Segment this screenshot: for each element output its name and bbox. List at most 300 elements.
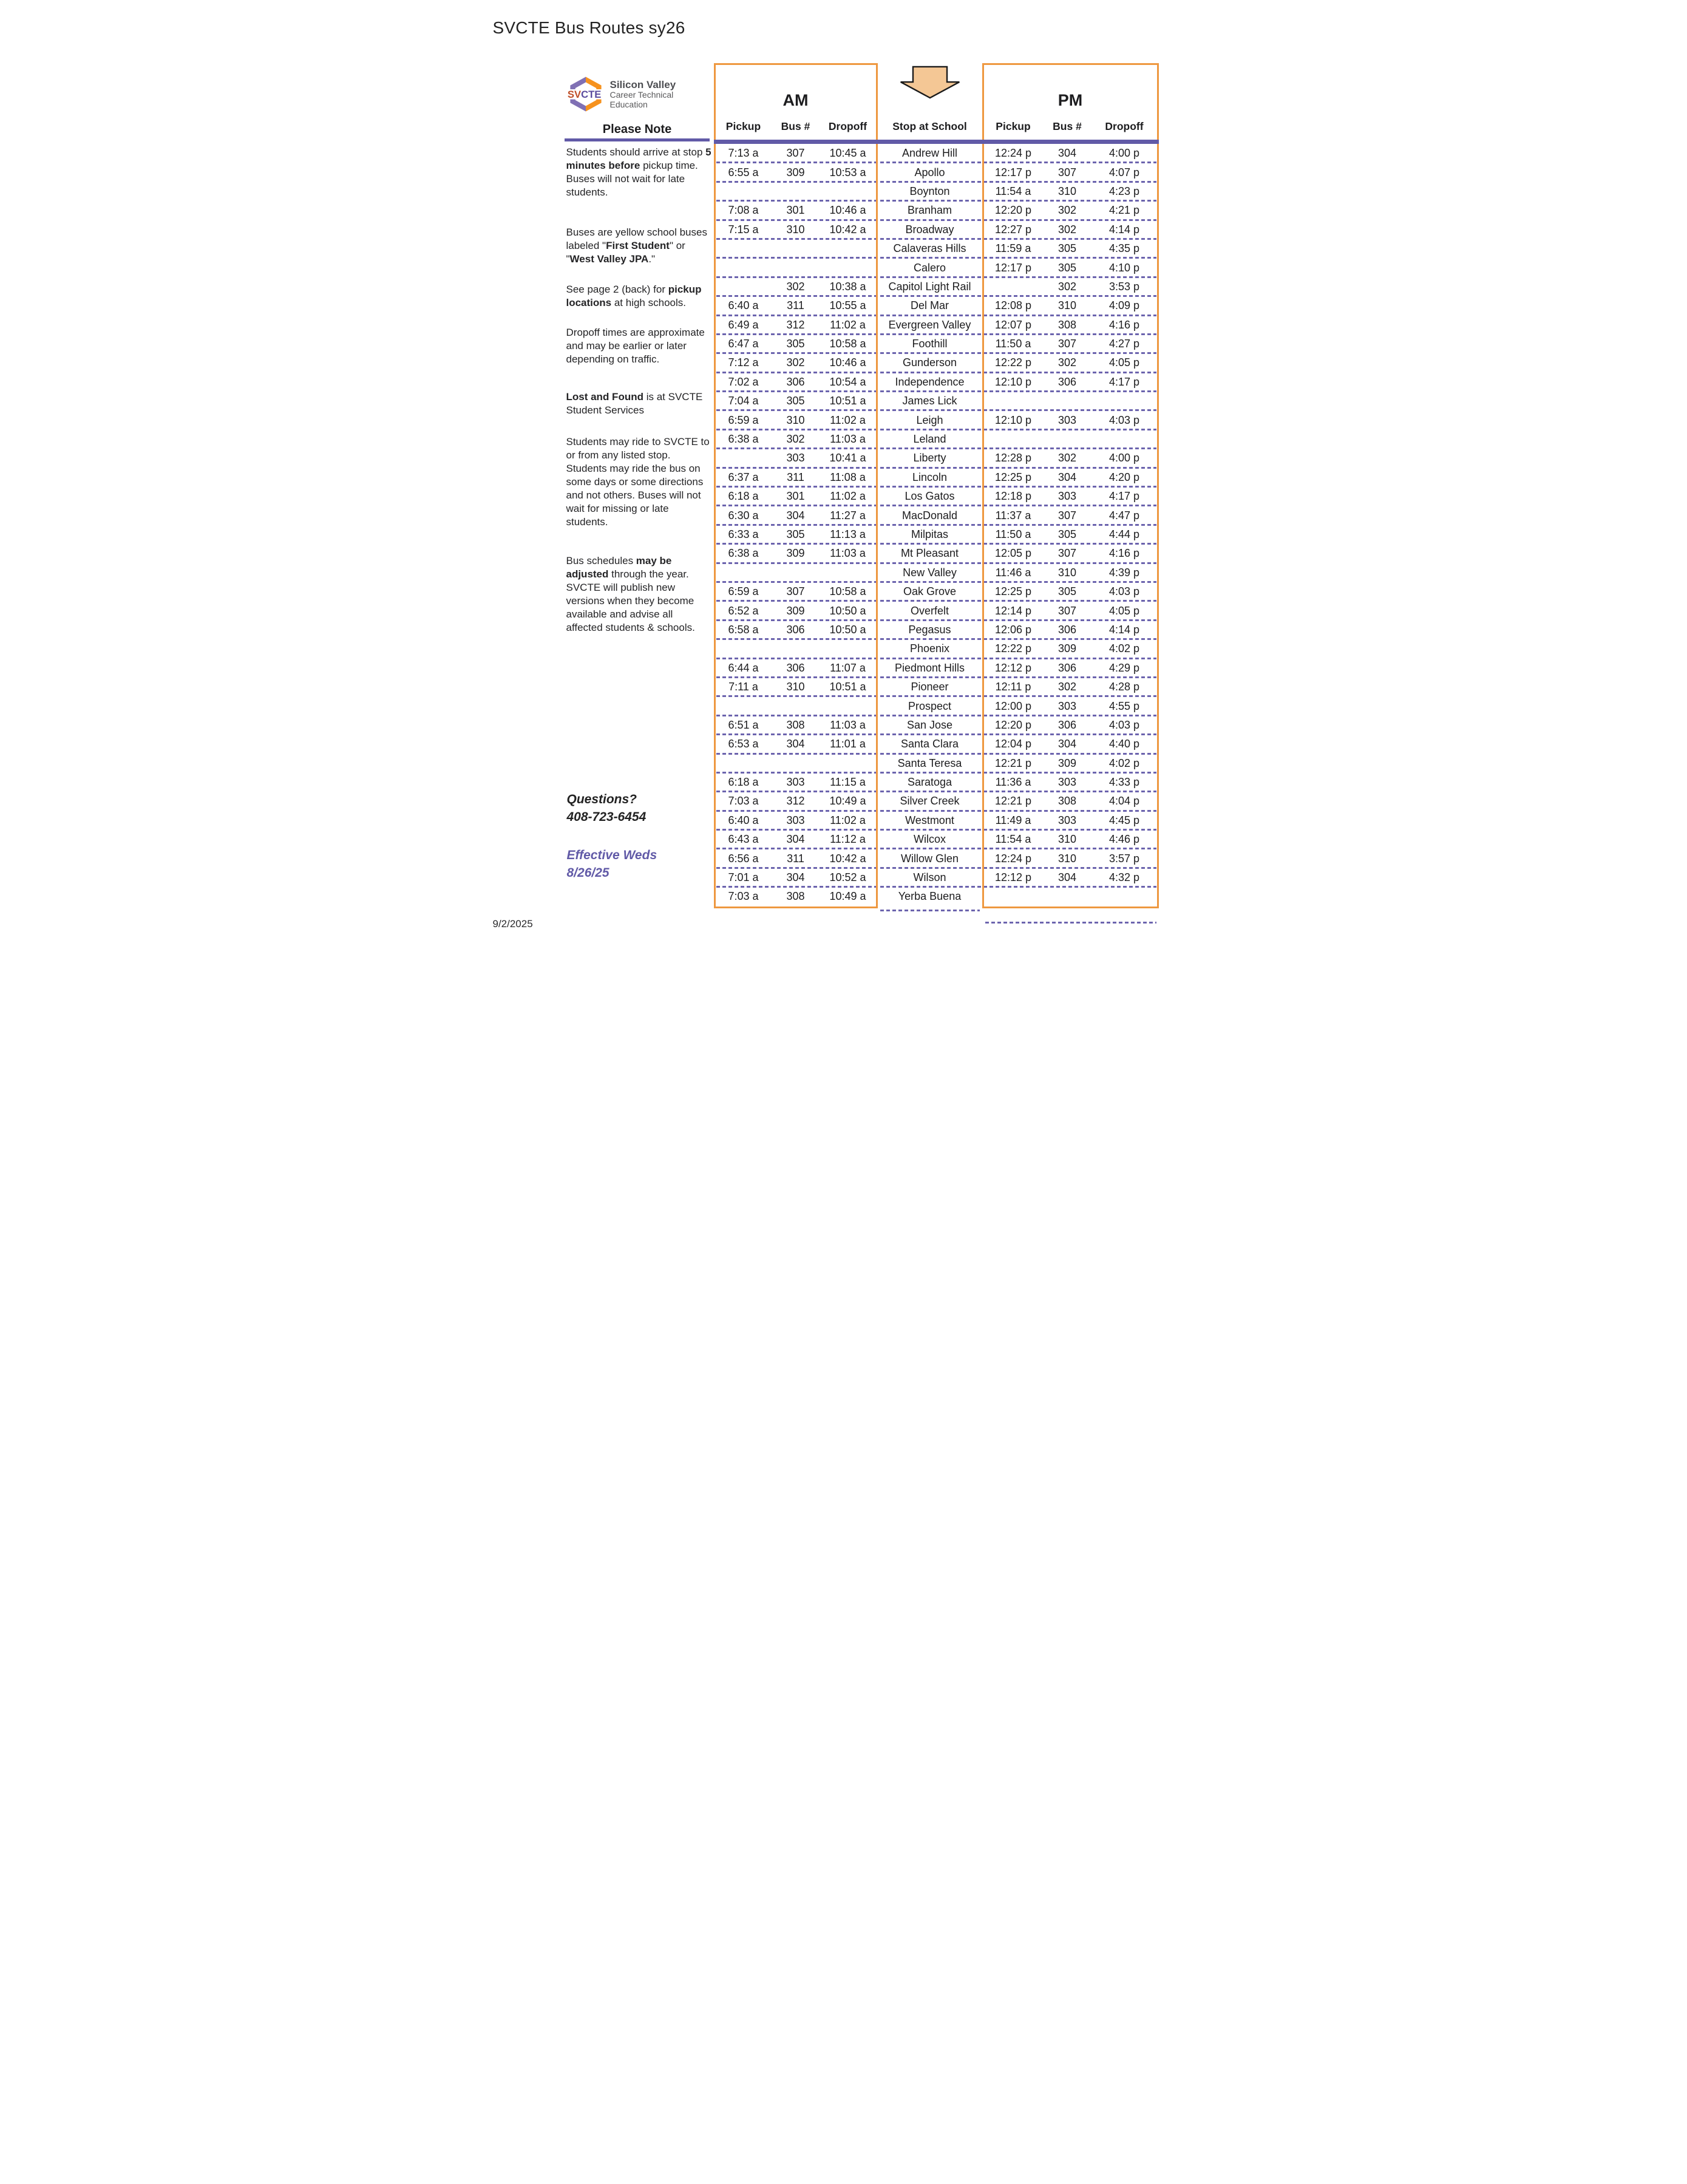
stop-name-cell: Boynton [909,185,950,197]
am-bus-cell: 305 [786,395,805,407]
pm-pickup-cell: 11:50 a [995,528,1031,540]
am-pickup-cell: 7:03 a [728,795,759,808]
am-bus-cell: 301 [786,490,805,503]
table-row [714,754,1159,773]
pm-dropoff-cell: 4:29 p [1108,661,1140,674]
am-pickup-cell: 7:01 a [728,871,759,884]
stop-name-cell: Santa Clara [900,738,959,750]
pm-column-tail-dots [985,922,1156,924]
pm-dropoff-cell: 4:02 p [1108,757,1140,769]
stop-name-cell: Capitol Light Rail [888,280,971,293]
pm-dropoff-cell: 4:10 p [1108,261,1140,274]
am-pickup-cell: 7:02 a [728,375,759,388]
am-bus-cell: 308 [786,718,805,731]
table-row [714,582,1159,601]
pm-bus-cell: 306 [1057,718,1077,731]
stop-column-tail-dots [880,910,980,911]
am-dropoff-cell [818,182,878,201]
stop-name-cell: Willow Glen [900,852,959,865]
pm-dropoff-cell: 4:33 p [1108,776,1140,789]
am-pickup-cell: 6:37 a [728,471,759,483]
logo-sv-letters: SV [567,89,581,101]
pm-bus-cell: 303 [1057,699,1077,712]
am-pickup-cell [714,563,773,582]
am-pickup-cell: 7:08 a [728,204,759,217]
am-dropoff-cell: 10:58 a [829,585,866,598]
am-bus-cell: 306 [786,623,805,636]
note-paragraph: Students may ride to SVCTE to or from any listed stop. Students may ride the bus on some days or some directions and not others. Buses will not wait for missing or late students. [566,436,710,528]
note-paragraph: See page 2 (back) for pickup locations at high schools. [566,284,702,308]
am-bus-cell: 307 [786,147,805,160]
am-dropoff-cell: 10:42 a [829,852,866,865]
am-bus-cell: 310 [786,681,805,693]
am-pickup-cell: 7:04 a [728,395,759,407]
pm-bus-cell: 308 [1057,795,1077,808]
table-row [714,487,1159,506]
stop-name-cell: Saratoga [907,776,952,789]
am-dropoff-cell: 11:12 a [830,833,866,846]
down-arrow-icon [878,65,982,100]
am-bus-cell: 311 [787,299,804,312]
am-pickup-cell [714,258,773,277]
pm-dropoff-cell: 4:55 p [1108,699,1140,712]
table-row [714,144,1159,163]
pm-dropoff-cell [1090,392,1159,410]
pm-bus-cell [1045,430,1090,449]
stop-name-cell: Silver Creek [900,795,960,808]
am-bus-cell: 311 [787,471,804,483]
pm-pickup-cell: 11:50 a [995,338,1031,350]
table-row [714,353,1159,372]
pm-pickup-cell: 12:24 p [994,147,1032,160]
table-row [714,258,1159,277]
am-pickup-cell: 6:55 a [728,166,759,179]
pm-bus-cell: 303 [1057,776,1077,789]
am-bus-cell [773,563,818,582]
table-row [714,830,1159,849]
table-row [714,296,1159,315]
pm-dropoff-cell: 4:00 p [1108,452,1140,464]
pm-pickup-cell: 12:14 p [994,604,1032,617]
stop-name-cell: Santa Teresa [897,757,962,769]
am-bus-cell: 306 [786,375,805,388]
pm-dropoff-cell: 4:03 p [1108,413,1140,426]
stop-name-cell: James Lick [902,395,957,407]
pm-pickup-cell: 12:18 p [994,490,1032,503]
am-dropoff-cell: 10:49 a [829,795,866,808]
am-bus-cell [773,754,818,773]
pm-pickup-cell [982,430,1045,449]
am-bus-cell: 303 [786,814,805,826]
pm-bus-cell [1045,392,1090,410]
am-bus-cell: 302 [786,433,805,446]
stop-name-cell: Branham [907,204,952,217]
stop-name-cell: Del Mar [910,299,949,312]
am-pickup-cell: 6:47 a [728,338,759,350]
stop-name-cell: Andrew Hill [901,147,958,160]
pm-bus-cell [1045,887,1090,906]
am-bus-cell: 310 [786,223,805,236]
am-pickup-cell: 6:52 a [728,604,759,617]
pm-pickup-cell: 12:22 p [994,356,1032,369]
table-row [714,373,1159,392]
am-bus-cell: 307 [786,585,805,598]
table-row [714,430,1159,449]
pm-pickup-cell: 11:54 a [995,833,1031,846]
pm-pickup-cell: 12:12 p [994,661,1032,674]
pm-pickup-cell: 11:49 a [995,814,1031,826]
pm-pickup-cell [982,887,1045,906]
table-row [714,525,1159,544]
pm-dropoff-cell: 4:03 p [1108,585,1140,598]
stop-name-cell: Mt Pleasant [900,547,959,560]
table-row [714,811,1159,830]
pm-bus-cell: 307 [1057,338,1077,350]
pm-bus-cell: 302 [1057,681,1077,693]
am-pickup-cell: 6:59 a [728,585,759,598]
questions-label: Questions? [566,792,637,806]
pm-bus-cell: 304 [1057,871,1077,884]
pm-pickup-cell: 12:12 p [994,871,1032,884]
stop-name-cell: Independence [895,375,965,388]
svcte-hexagon-icon [566,76,605,112]
am-dropoff-cell [818,696,878,715]
questions-phone: 408-723-6454 [566,809,647,824]
pm-dropoff-cell: 4:04 p [1108,795,1140,808]
stop-name-cell: MacDonald [901,509,958,522]
stop-name-cell: Foothill [912,338,948,350]
pm-pickup-cell: 12:27 p [994,223,1032,236]
pm-pickup-cell: 12:08 p [994,299,1032,312]
am-bus-cell: 302 [786,280,805,293]
pm-bus-cell: 307 [1057,604,1077,617]
am-pickup-cell [714,277,773,296]
logo-org-name [610,79,712,109]
pm-dropoff-cell: 3:57 p [1108,852,1140,865]
stop-name-cell: Leigh [916,413,943,426]
am-pickup-cell: 6:30 a [728,509,759,522]
pm-pickup-cell: 11:54 a [995,185,1031,197]
table-row [714,792,1159,811]
pm-pickup-cell: 12:17 p [994,261,1032,274]
pm-pickup-cell: 12:20 p [994,718,1032,731]
pm-bus-header: Bus # [1053,120,1082,132]
pm-pickup-cell: 12:00 p [994,699,1032,712]
am-dropoff-cell: 11:02 a [830,814,866,826]
stop-name-cell: Yerba Buena [898,890,962,903]
am-bus-cell: 304 [786,509,805,522]
am-pickup-cell: 6:18 a [728,776,759,789]
questions-block [567,791,713,826]
am-dropoff-cell: 10:50 a [829,604,866,617]
pm-bus-cell: 305 [1057,261,1077,274]
am-bus-cell: 304 [786,871,805,884]
am-pickup-cell: 6:56 a [728,852,759,865]
stop-name-cell: Overfelt [910,604,949,617]
am-dropoff-cell: 11:02 a [830,490,866,503]
am-dropoff-cell: 10:58 a [829,338,866,350]
pm-bus-cell: 302 [1057,356,1077,369]
pm-bus-cell: 310 [1057,566,1077,579]
table-row [714,696,1159,715]
pm-dropoff-cell: 4:46 p [1108,833,1140,846]
am-pickup-cell: 6:33 a [728,528,759,540]
am-bus-cell [773,182,818,201]
am-dropoff-cell: 10:38 a [829,280,866,293]
pm-bus-cell: 310 [1057,299,1077,312]
pm-dropoff-cell: 4:14 p [1108,223,1140,236]
table-row [714,239,1159,258]
am-pickup-cell [714,639,773,658]
pm-dropoff-cell: 4:07 p [1108,166,1140,179]
table-row [714,868,1159,887]
pm-dropoff-cell: 4:20 p [1108,471,1140,483]
am-bus-cell: 312 [786,795,805,808]
note-paragraph: Students should arrive at stop 5 minutes before pickup time. Buses will not wait for late students. [566,146,711,198]
am-dropoff-cell: 11:07 a [830,661,866,674]
am-bus-cell: 309 [786,604,805,617]
pm-bus-cell: 309 [1057,757,1077,769]
am-dropoff-cell [818,754,878,773]
pm-bus-cell: 305 [1057,528,1077,540]
table-row [714,716,1159,735]
stop-name-cell: Wilcox [914,833,946,846]
pm-bus-cell: 310 [1057,833,1077,846]
pm-bus-cell: 304 [1057,471,1077,483]
pm-dropoff-cell: 4:35 p [1108,242,1140,255]
schedule-rows [714,144,1159,907]
bus-schedule-table [714,63,1159,931]
pm-pickup-cell: 12:10 p [994,375,1032,388]
table-row [714,678,1159,696]
pm-bus-cell: 302 [1057,204,1077,217]
stop-name-cell: Broadway [905,223,954,236]
am-bus-cell: 303 [786,452,805,464]
table-row [714,449,1159,468]
stop-name-cell: Leland [913,433,946,446]
pm-bus-cell: 310 [1057,185,1077,197]
am-bus-cell: 309 [786,166,805,179]
header-underline-band [714,140,1159,144]
am-pickup-cell: 6:49 a [728,318,759,331]
pm-bus-cell: 302 [1057,223,1077,236]
pm-bus-cell: 302 [1057,452,1077,464]
pm-dropoff-cell: 4:45 p [1108,814,1140,826]
table-row [714,621,1159,639]
pm-bus-cell: 307 [1057,547,1077,560]
pm-bus-cell: 303 [1057,814,1077,826]
stop-name-cell: Lincoln [912,471,948,483]
stop-at-school-header: Stop at School [892,120,967,132]
am-dropoff-cell: 10:45 a [829,147,866,160]
pm-bus-cell: 309 [1057,642,1077,655]
am-bus-cell: 302 [786,356,805,369]
am-section-title: AM [782,91,809,109]
am-pickup-cell [714,182,773,201]
pm-dropoff-cell [1090,430,1159,449]
pm-bus-cell: 304 [1057,147,1077,160]
am-bus-header: Bus # [781,120,810,132]
table-row [714,773,1159,792]
am-dropoff-cell: 10:50 a [829,623,866,636]
pm-pickup-cell: 12:22 p [994,642,1032,655]
am-pickup-cell: 6:38 a [728,433,759,446]
stop-name-cell: Westmont [905,814,954,826]
pm-pickup-cell: 12:21 p [994,795,1032,808]
pm-dropoff-header: Dropoff [1105,120,1144,132]
table-row [714,182,1159,201]
pm-bus-cell: 305 [1057,242,1077,255]
pm-pickup-cell: 12:07 p [994,318,1032,331]
pm-dropoff-cell: 4:16 p [1108,547,1140,560]
stop-name-cell: Los Gatos [905,490,955,503]
pm-dropoff-cell: 4:21 p [1108,204,1140,217]
table-row [714,468,1159,487]
am-bus-cell: 305 [786,528,805,540]
am-dropoff-cell: 10:54 a [829,375,866,388]
am-pickup-cell [714,239,773,258]
am-bus-cell: 310 [786,413,805,426]
pm-bus-cell: 304 [1057,738,1077,750]
pm-pickup-cell [982,277,1045,296]
pm-dropoff-cell: 4:32 p [1108,871,1140,884]
pm-pickup-cell: 12:11 p [995,681,1031,693]
pm-bus-cell: 305 [1057,585,1077,598]
am-pickup-cell: 7:11 a [728,681,758,693]
am-dropoff-cell [818,563,878,582]
stop-name-cell: Calaveras Hills [893,242,966,255]
stop-name-cell: Prospect [908,699,952,712]
pm-section-title: PM [1057,91,1083,109]
table-row [714,201,1159,220]
stop-name-cell: New Valley [903,566,957,579]
pm-dropoff-cell: 4:47 p [1108,509,1140,522]
note-paragraph: Buses are yellow school buses labeled "First Student" or "West Valley JPA." [566,226,707,265]
am-dropoff-cell: 10:42 a [829,223,866,236]
stop-name-cell: Calero [913,261,946,274]
am-pickup-cell: 7:03 a [728,890,759,903]
stop-name-cell: Gunderson [902,356,957,369]
effective-line2: 8/26/25 [566,865,609,880]
table-row [714,639,1159,658]
table-row [714,163,1159,182]
table-row [714,849,1159,868]
pm-dropoff-cell: 4:23 p [1108,185,1140,197]
am-bus-cell: 304 [786,833,805,846]
pm-dropoff-cell: 4:00 p [1108,147,1140,160]
am-dropoff-cell: 10:53 a [829,166,866,179]
pm-bus-cell: 307 [1057,166,1077,179]
note-paragraph: Lost and Found is at SVCTE Student Services [566,391,703,416]
note-paragraph: Bus schedules may be adjusted through the year. SVCTE will publish new versions when they become available and advise all affected students & schools. [566,555,695,633]
am-bus-cell: 306 [786,661,805,674]
am-bus-cell: 304 [786,738,805,750]
am-dropoff-cell: 10:51 a [829,395,866,407]
pm-dropoff-cell: 4:14 p [1108,623,1140,636]
am-pickup-cell: 6:18 a [728,490,759,503]
am-pickup-cell [714,696,773,715]
am-pickup-cell: 6:43 a [728,833,759,846]
pm-pickup-cell: 11:37 a [995,509,1031,522]
stop-name-cell: Pegasus [908,623,951,636]
effective-block [567,847,713,882]
pm-bus-cell: 306 [1057,375,1077,388]
table-row [714,506,1159,525]
pm-bus-cell: 302 [1057,280,1077,293]
pm-pickup-cell: 12:04 p [994,738,1032,750]
am-dropoff-cell: 10:51 a [829,681,866,693]
pm-bus-cell: 306 [1057,623,1077,636]
pm-dropoff-cell: 4:16 p [1108,318,1140,331]
pm-bus-cell: 308 [1057,318,1077,331]
pm-pickup-cell: 11:59 a [995,242,1031,255]
am-dropoff-cell [818,258,878,277]
am-pickup-cell: 6:40 a [728,814,759,826]
pm-dropoff-cell: 4:05 p [1108,604,1140,617]
pm-dropoff-cell: 4:02 p [1108,642,1140,655]
pm-pickup-cell: 12:21 p [994,757,1032,769]
effective-line1: Effective Weds [566,848,657,862]
pm-pickup-header: Pickup [996,120,1031,132]
am-dropoff-cell: 10:52 a [829,871,866,884]
svg-text:SVCTE [567,89,600,100]
pm-bus-cell: 307 [1057,509,1077,522]
am-pickup-cell [714,754,773,773]
pm-pickup-cell: 12:25 p [994,585,1032,598]
stop-name-cell: San Jose [906,718,953,731]
stop-name-cell: Evergreen Valley [888,318,971,331]
table-row [714,277,1159,296]
am-dropoff-cell: 11:27 a [830,509,866,522]
am-dropoff-header: Dropoff [828,120,867,132]
am-bus-cell: 311 [787,852,804,865]
am-bus-cell [773,696,818,715]
table-row [714,544,1159,563]
am-pickup-cell [714,449,773,468]
please-note-heading: Please Note [602,123,672,136]
am-pickup-cell: 6:38 a [728,547,759,560]
am-bus-cell [773,639,818,658]
am-dropoff-cell: 11:03 a [830,433,866,446]
am-bus-cell: 309 [786,547,805,560]
pm-dropoff-cell: 4:28 p [1108,681,1140,693]
logo-org-line1: Silicon Valley [609,78,676,90]
table-row [714,392,1159,410]
pm-pickup-cell: 11:36 a [995,776,1031,789]
pm-pickup-cell: 12:06 p [994,623,1032,636]
document-page [467,0,1220,975]
am-bus-cell: 308 [786,890,805,903]
pm-pickup-cell [982,392,1045,410]
pm-dropoff-cell: 4:27 p [1108,338,1140,350]
am-pickup-cell: 6:53 a [728,738,759,750]
pm-dropoff-cell: 4:39 p [1108,566,1140,579]
pm-dropoff-cell: 4:09 p [1108,299,1140,312]
column-headers [714,120,1159,133]
table-row [714,335,1159,353]
sidebar-notes [566,146,712,661]
am-pickup-header: Pickup [725,120,761,132]
am-dropoff-cell: 11:15 a [830,776,866,789]
am-dropoff-cell: 11:03 a [830,718,866,731]
am-dropoff-cell: 11:08 a [830,471,866,483]
stop-name-cell: Piedmont Hills [894,661,965,674]
stop-name-cell: Milpitas [911,528,948,540]
am-pickup-cell: 7:13 a [728,147,759,160]
am-dropoff-cell: 10:49 a [829,890,866,903]
pm-bus-cell: 303 [1057,490,1077,503]
pm-bus-cell: 310 [1057,852,1077,865]
